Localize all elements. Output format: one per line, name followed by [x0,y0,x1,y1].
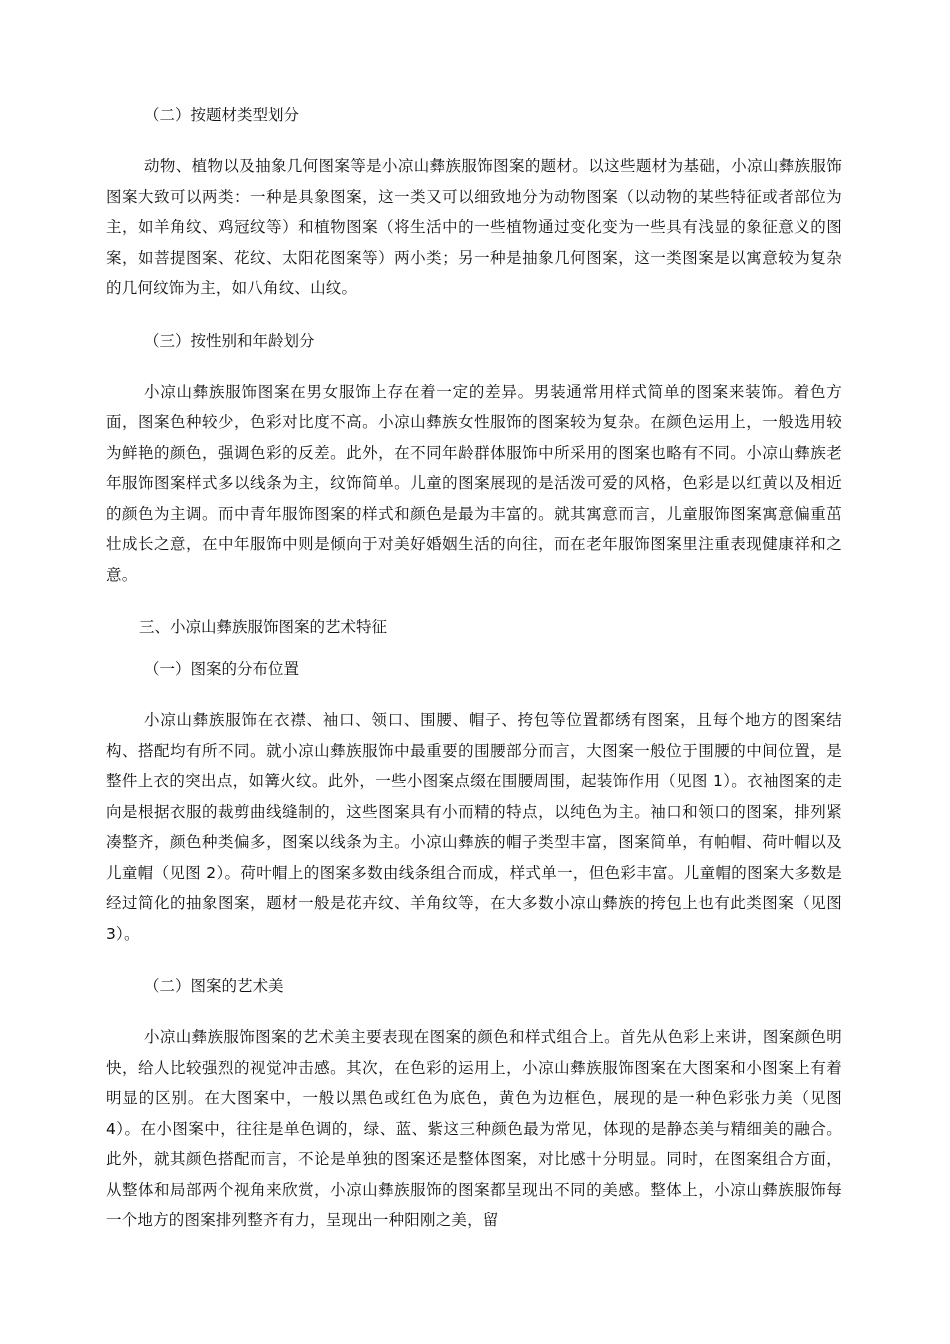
section-heading-position: （一）图案的分布位置 [144,660,300,678]
paragraph-art-beauty: 小凉山彝族服饰图案的艺术美主要表现在图案的颜色和样式组合上。首先从色彩上来讲，图案颜色明快，给人比较强烈的视觉冲击感。其次，在色彩的运用上，小凉山彝族服饰图案在大图案和小图案上有着明显的区别。在大图案中，一般以黑色或红色为底色，黄色为边框色，展现的是一种色彩张力美（见图 4）。在小图案中，往往是单色调的，绿、蓝、紫这三种颜色最为常见，体现的是静态美与精细美的融合。此外，就其颜色搭配而言，不论是单独的图案还是整体图案，对比感十分明显。同时，在图案组合方面，从整体和局部两个视角来欣赏，小凉山彝族服饰的图案都呈现出不同的美感。整体上，小凉山彝族服饰每一个地方的图案排列整齐有力，呈现出一种阳刚之美，留 [106,1028,842,1229]
chapter-heading-art-features: 三、小凉山彝族服饰图案的艺术特征 [139,618,388,636]
paragraph-position: 小凉山彝族服饰在衣襟、袖口、领口、围腰、帽子、挎包等位置都绣有图案，且每个地方的图案结构、搭配均有所不同。就小凉山彝族服饰中最重要的围腰部分而言，大图案一般位于围腰的中间位置，是整件上衣的突出点，如篝火纹。此外，一些小图案点缀在围腰周围，起装饰作用（见图 1）。衣袖图案的走向是根据衣服的裁剪曲线缝制的，这些图案具有小而精的特点，以纯色为主。袖口和领口的图案，排列紧凑整齐，颜色种类偏多，图案以线条为主。小凉山彝族的帽子类型丰富，图案简单，有帕帽、荷叶帽以及儿童帽（见图 2）。荷叶帽上的图案多数由线条组合而成，样式单一，但色彩丰富。儿童帽的图案大多数是经过简化的抽象图案，题材一般是花卉纹、羊角纹等，在大多数小凉山彝族的挎包上也有此类图案（见图 3）。 [106,711,842,943]
paragraph-gender-age: 小凉山彝族服饰图案在男女服饰上存在着一定的差异。男装通常用样式简单的图案来装饰。着色方面，图案色种较少，色彩对比度不高。小凉山彝族女性服饰的图案较为复杂。在颜色运用上，一般选用较为鲜艳的颜色，强调色彩的反差。此外，在不同年龄群体服饰中所采用的图案也略有不同。小凉山彝族老年服饰图案样式多以线条为主，纹饰简单。儿童的图案展现的是活泼可爱的风格，色彩是以红黄以及相近的颜色为主调。而中青年服饰图案的样式和颜色是最为丰富的。就其寓意而言，儿童服饰图案寓意偏重茁壮成长之意，在中年服饰中则是倾向于对美好婚姻生活的向往，而在老年服饰图案里注重表现健康祥和之意。 [106,382,842,584]
section-heading-topic-type: （二）按题材类型划分 [144,106,300,124]
paragraph-topic-type: 动物、植物以及抽象几何图案等是小凉山彝族服饰图案的题材。以这些题材为基础，小凉山彝族服饰图案大致可以两类：一种是具象图案，这一类又可以细致地分为动物图案（以动物的某些特征或者部位为主，如羊角纹、鸡冠纹等）和植物图案（将生活中的一些植物通过变化变为一些具有浅显的象征意义的图案，如菩提图案、花纹、太阳花图案等）两小类；另一种是抽象几何图案，这一类图案是以寓意较为复杂的几何纹饰为主，如八角纹、山纹。 [106,157,842,297]
section-heading-art-beauty: （二）图案的艺术美 [144,977,284,995]
document-page [106,100,842,1236]
section-heading-gender-age: （三）按性别和年龄划分 [144,331,315,350]
